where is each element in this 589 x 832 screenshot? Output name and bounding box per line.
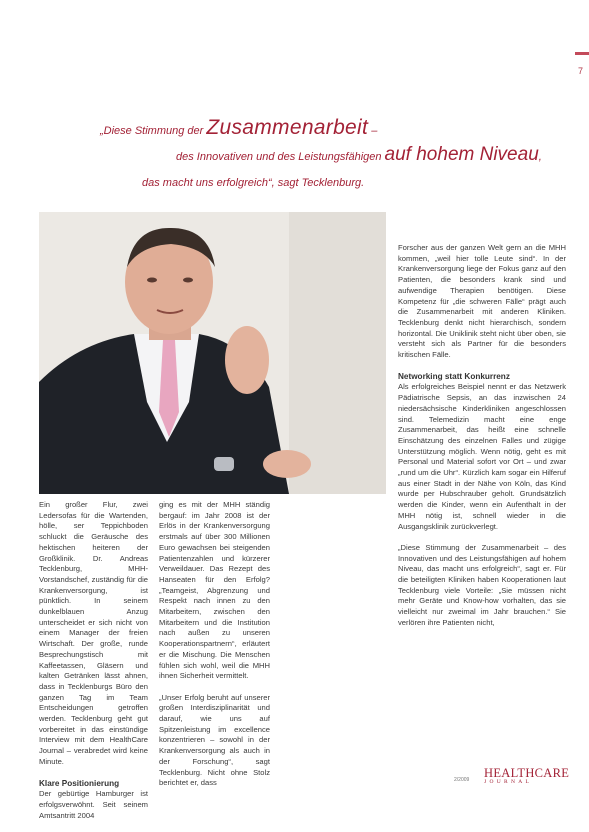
pull-quote-line-3: das macht uns erfolgreich“, sagt Tecklenburg. (142, 177, 365, 189)
paragraph: „Unser Erfolg beruht auf unserer großen Interdisziplinarität und darauf, wie uns auf Spitzenleistung im excellence konzentrieren – sowohl in der Krankenversorgung als auch in der Forschung“, sagt Tecklenburg. Nicht ohne Stolz berichtet er, dass (159, 692, 270, 788)
subheading: Klare Positionierung (39, 779, 120, 789)
quote-text: des Innovativen und des Leistungsfähigen (176, 151, 385, 163)
text-column-2 (159, 500, 270, 800)
logo-title: HEALTHCARE (484, 766, 570, 780)
portrait-illustration (39, 212, 386, 494)
paragraph: ging es mit der MHH ständig bergauf: im Jahr 2008 ist der Erlös in der Krankenversorgung erstmals auf über 300 Millionen Euro gewachsen bei steigenden Patientenzahlen und kürzerer Verweildauer. Das Rezept des Hanseaten für den Erfolg? „Teamgeist, Abgrenzung und Respekt nach innen zu den Mitarbeitern, zwischen den Mitarbeitern und die Institution nach außen zu unseren Kooperationspartnern“, erläutert er die Mischung. Die Menschen fühlen sich wohl, weil die MHH ihnen Sicherheit vermittelt. (159, 500, 270, 681)
paragraph: Ein großer Flur, zwei Ledersofas für die Wartenden, hölle, ser Teppichboden schluckt die Geräusche des hektischen heiteren der Großklinik. Dr. Andreas Tecklenburg, MHH-Vorstandschef, zuständig für die Krankenversorgung, ist pünktlich. In seinem dunkelblauen Anzug unterscheidet er sich nicht von einem Manager der freien Wirtschaft. Der große, runde Besprechungstisch mit Kaffeetassen, Gläsern und kalten Getränken lässt ahnen, dass in Tecklenburgs Büro den ganzen Tag im Team Entscheidungen getroffen werden. Tecklenburg geht gut vorbereitet in das einstündige Interview mit dem HealthCare Journal – verabredet wird keine Minute. (39, 500, 148, 766)
journal-logo (484, 766, 569, 785)
text-column-1 (39, 500, 148, 832)
page-edge-marker (575, 52, 589, 55)
quote-text: – (368, 125, 378, 137)
subheading: Networking statt Konkurrenz (398, 372, 510, 382)
quote-emphasis: auf hohem Niveau (384, 144, 539, 165)
paragraph: Der gebürtige Hamburger ist erfolgsverwöhnt. Seit seinem Amtsantritt 2004 (39, 789, 148, 820)
text-column-right (398, 243, 566, 639)
quote-emphasis: Zusammenarbeit (206, 116, 369, 139)
quote-text: , (538, 151, 542, 163)
logo-subtitle: JOURNAL (484, 779, 533, 785)
portrait-photo (39, 212, 386, 494)
paragraph: „Diese Stimmung der Zusammenarbeit – des Innovativen und des Leistungsfähigen auf hohem Niveau, das macht uns erfolgreich“, sagt er. Für die beteiligten Kliniken haben Kooperationen laut Tecklenburg viele Vorteile: „Sie müssen nicht mehr Geräte und Know-how vorhalten, das sie vielleicht nur zweimal im Jahr brauchen.“ Sie verlören ihre Patienten nicht, (398, 542, 566, 627)
paragraph: Forscher aus der ganzen Welt gern an die MHH kommen, „weil hier tolle Leute sind“. In der Krankenversorgung liege der Fokus ganz auf den Patienten, die besonders krank sind und aufwendige Therapien benötigen. Diese Kompetenz für „die schweren Fälle“ prägt auch die Zusammenarbeit mit anderen Kliniken. Tecklenburg denkt nicht hierarchisch, sondern horizontal. Die Uniklinik steht nicht über oben, sie versteht sich als Partner für die besonders kritischen Fälle. (398, 243, 566, 360)
pull-quote-line-1 (100, 116, 589, 140)
issue-folio: 2/2009 (454, 777, 470, 783)
paragraph: Als erfolgreiches Beispiel nennt er das Netzwerk Pädiatrische Sepsis, an das inzwischen 24 niedersächsische Kinderkliniken angeschlossen sind. Telemedizin macht eine enge Zusammenarbeit, das heißt eine schnelle Einschätzung des einzelnen Falles und zügige Unterstützung möglich. Wenn nötig, geht es mit Personal und Material sofort vor Ort – und zwar „rund um die Uhr“. Kürzlich kam sogar ein Hilferuf aus einer Stadt in der Nähe von Köln, das Kind wurde per Hubschrauber geholt. Grundsätzlich werden die Kinder, wenn ein Aufenthalt in der MHH nötig ist, schnell wieder in die Ausgangsklinik zurückverlegt. (398, 382, 566, 531)
pull-quote-line-2 (176, 144, 589, 166)
page-number: 7 (577, 66, 583, 76)
quote-text: „Diese Stimmung der (100, 125, 207, 137)
